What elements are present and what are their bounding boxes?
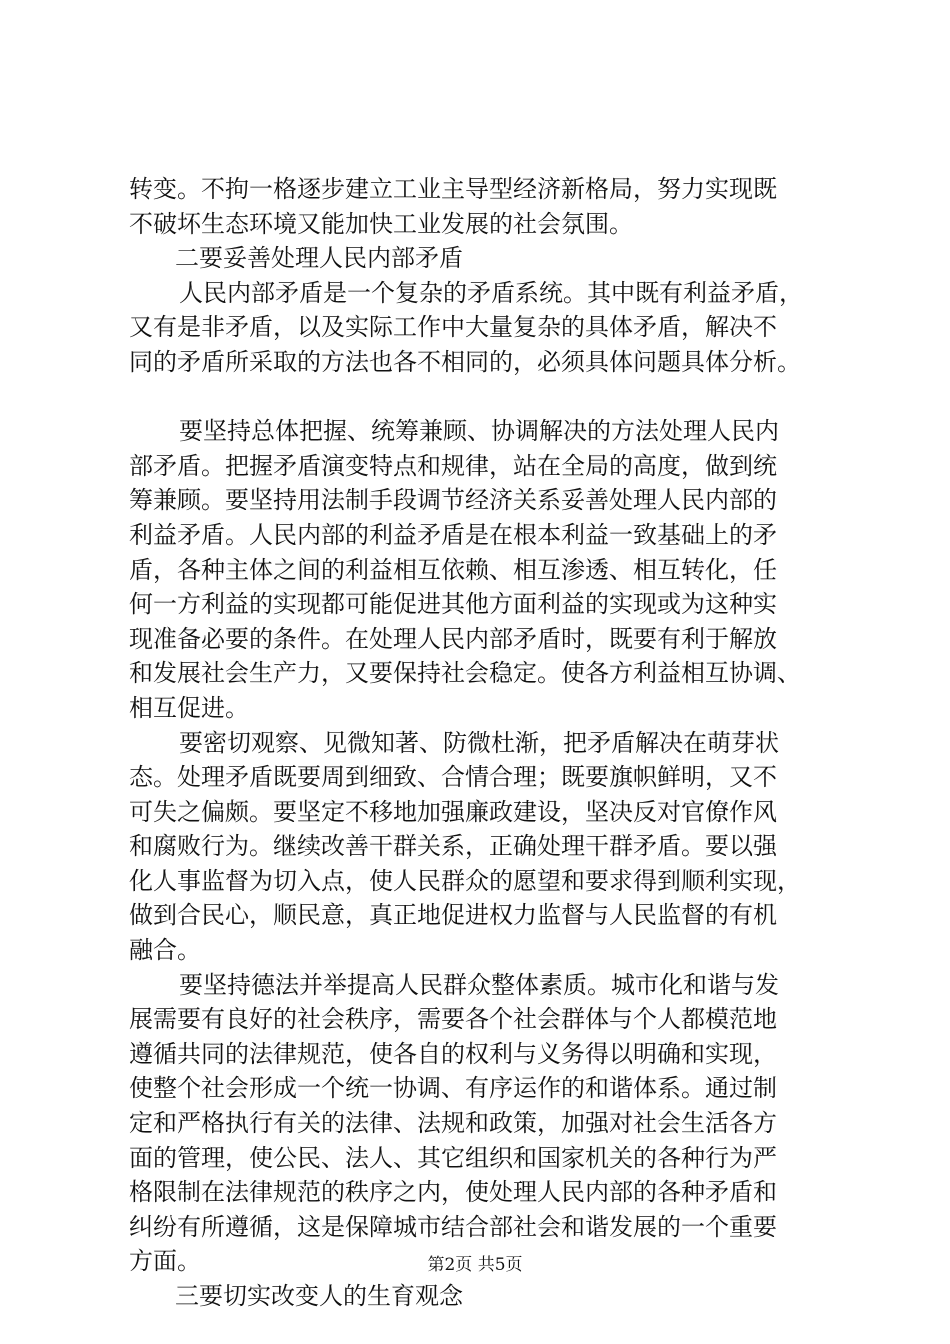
paragraph-line: 方面。 (129, 1247, 201, 1276)
paragraph-line: 使整个社会形成一个统一协调、有序运作的和谐体系。通过制 (129, 1074, 777, 1103)
paragraph-line: 不破坏生态环境又能加快工业发展的社会氛围。 (129, 209, 633, 238)
paragraph-line: 要密切观察、见微知著、防微杜渐，把矛盾解决在萌芽状 (179, 728, 779, 757)
paragraph-line: 同的矛盾所采取的方法也各不相同的，必须具体问题具体分析。 (129, 347, 801, 376)
paragraph-line: 筹兼顾。要坚持用法制手段调节经济关系妥善处理人民内部的 (129, 486, 777, 515)
paragraph-line: 盾，各种主体之间的利益相互依赖、相互渗透、相互转化，任 (129, 555, 777, 584)
paragraph (129, 414, 841, 725)
paragraph-line: 转变。不拘一格逐步建立工业主导型经济新格局，努力实现既 (129, 175, 777, 203)
paragraph-line: 人民内部矛盾是一个复杂的矛盾系统。其中既有利益矛盾， (179, 278, 803, 307)
paragraph-line: 做到合民心，顺民意，真正地促进权力监督与人民监督的有机 (129, 901, 777, 930)
paragraph-line: 要坚持德法并举提高人民群众整体素质。城市化和谐与发 (179, 970, 779, 999)
paragraph-line: 又有是非矛盾，以及实际工作中大量复杂的具体矛盾，解决不 (129, 313, 777, 342)
paragraph-line: 要坚持总体把握、统筹兼顾、协调解决的方法处理人民内 (179, 417, 779, 446)
paragraph-line: 定和严格执行有关的法律、法规和政策，加强对社会生活各方 (129, 1109, 777, 1138)
paragraph-line: 格限制在法律规范的秩序之内，使处理人民内部的各种矛盾和 (129, 1178, 777, 1207)
heading-text: 三要切实改变人的生育观念 (175, 1282, 463, 1310)
section-heading (129, 1279, 841, 1314)
paragraph-line: 部矛盾。把握矛盾演变特点和规律，站在全局的高度，做到统 (129, 451, 777, 480)
page-footer: 第2页 共5页 (427, 1255, 523, 1275)
paragraph-line: 遵循共同的法律规范，使各自的权利与义务得以明确和实现， (129, 1039, 777, 1068)
paragraph-line: 面的管理，使公民、法人、其它组织和国家机关的各种行为严 (129, 1143, 777, 1172)
paragraph-line: 化人事监督为切入点，使人民群众的愿望和要求得到顺利实现， (129, 866, 801, 895)
paragraph-line: 利益矛盾。人民内部的利益矛盾是在根本利益一致基础上的矛 (129, 520, 777, 549)
paragraph-line: 可失之偏颇。要坚定不移地加强廉政建设，坚决反对官僚作风 (129, 797, 777, 826)
section-heading (129, 241, 841, 276)
paragraph-line: 态。处理矛盾既要周到细致、合情合理；既要旗帜鲜明，又不 (129, 763, 777, 792)
paragraph-line: 相互促进。 (129, 693, 249, 722)
paragraph (129, 968, 841, 1279)
paragraph-line: 现准备必要的条件。在处理人民内部矛盾时，既要有利于解放 (129, 624, 777, 653)
paragraph-line: 何一方利益的实现都可能促进其他方面利益的实现或为这种实 (129, 590, 777, 619)
paragraph-line: 融合。 (129, 936, 201, 965)
blank-line (129, 380, 841, 415)
heading-text: 二要妥善处理人民内部矛盾 (175, 244, 463, 273)
document-body (129, 172, 841, 1314)
paragraph (129, 726, 841, 968)
paragraph-line: 和发展社会生产力，又要保持社会稳定。使各方利益相互协调、 (129, 659, 801, 688)
paragraph-line: 展需要有良好的社会秩序，需要各个社会群体与个人都模范地 (129, 1005, 777, 1034)
paragraph-line: 和腐败行为。继续改善干群关系，正确处理干群矛盾。要以强 (129, 832, 777, 861)
paragraph (129, 172, 841, 241)
paragraph-line: 纠纷有所遵循，这是保障城市结合部社会和谐发展的一个重要 (129, 1212, 777, 1241)
paragraph (129, 276, 841, 380)
